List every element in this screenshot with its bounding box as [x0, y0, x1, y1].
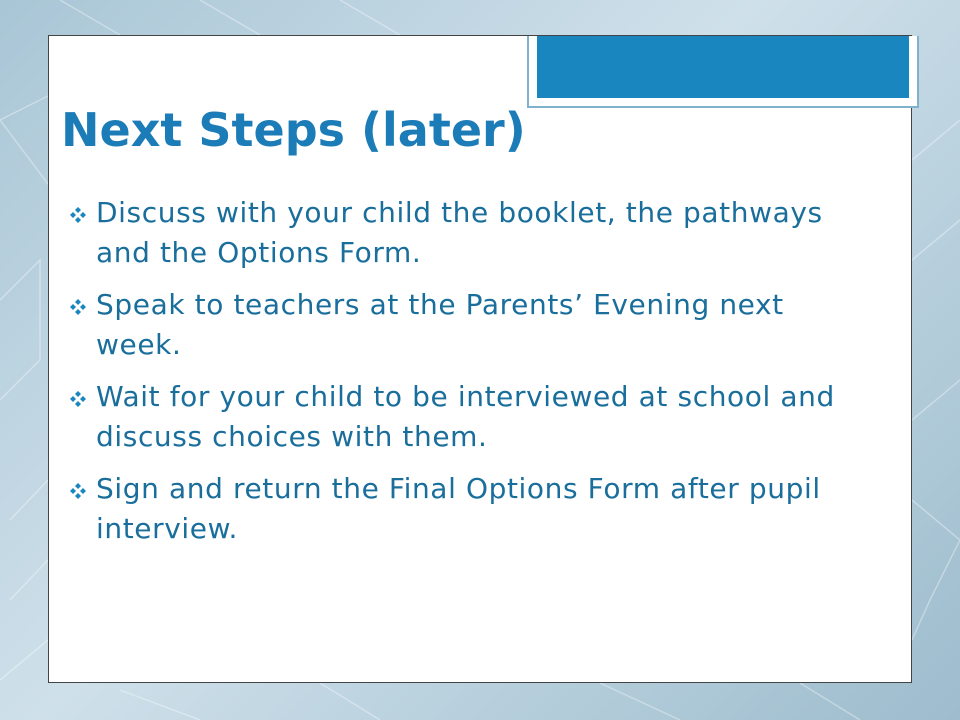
quad-diamond-bullet-icon	[70, 391, 86, 407]
quad-diamond-bullet-icon	[70, 299, 86, 315]
slide-title: Next Steps (later)	[61, 103, 526, 157]
header-accent-block	[537, 36, 909, 98]
quad-diamond-bullet-icon	[70, 483, 86, 499]
bullet-item	[68, 285, 868, 365]
bullet-list	[68, 193, 868, 561]
bullet-text: Sign and return the Final Options Form after pupil interview.	[96, 472, 821, 545]
bullet-item	[68, 193, 868, 273]
bullet-text: Discuss with your child the booklet, the pathways and the Options Form.	[96, 196, 823, 269]
bullet-text: Speak to teachers at the Parents’ Evening next week.	[96, 288, 784, 361]
bullet-item	[68, 469, 868, 549]
bullet-text: Wait for your child to be interviewed at school and discuss choices with them.	[96, 380, 835, 453]
header-accent-frame	[527, 36, 919, 108]
bullet-item	[68, 377, 868, 457]
quad-diamond-bullet-icon	[70, 207, 86, 223]
